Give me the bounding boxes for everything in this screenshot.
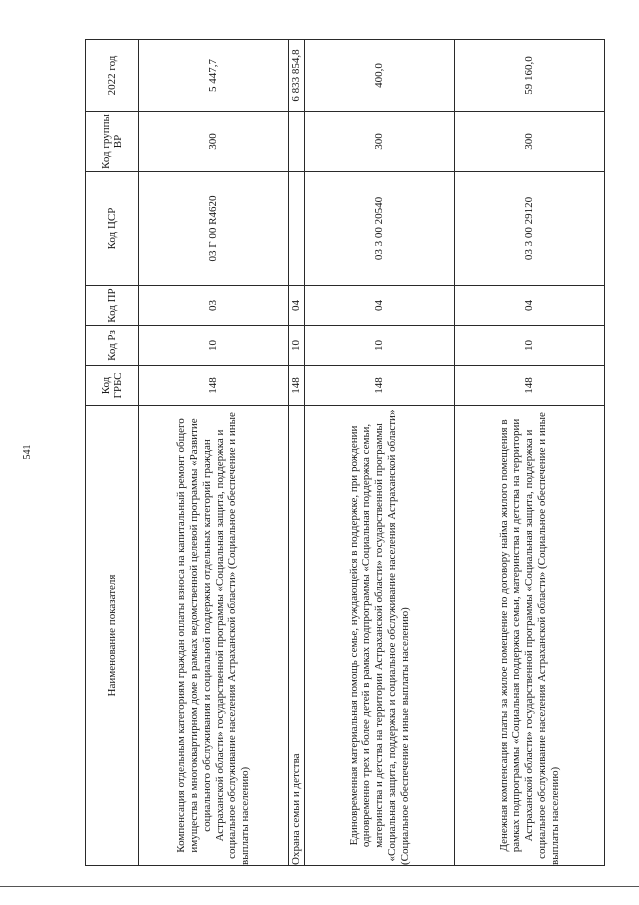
header-name: Наименование показателя (86, 406, 139, 866)
row-pr: 04 (305, 286, 455, 326)
row-vr: 300 (139, 112, 289, 172)
row-pr: 03 (139, 286, 289, 326)
row-pr: 04 (455, 286, 605, 326)
row-value: 59 160,0 (455, 40, 605, 112)
table-row (455, 40, 605, 866)
page-number: 541 (22, 444, 33, 460)
header-year: 2022 год (86, 40, 139, 112)
table-container (85, 40, 603, 866)
row-value: 5 447,7 (139, 40, 289, 112)
header-rz: Код Рз (86, 326, 139, 366)
row-pr: 04 (289, 286, 305, 326)
row-rz: 10 (139, 326, 289, 366)
row-csr: 03 Г 00 R4620 (139, 172, 289, 286)
table-row (305, 40, 455, 866)
row-grbs: 148 (289, 366, 305, 406)
row-grbs: 148 (305, 366, 455, 406)
row-csr: 03 3 00 20540 (305, 172, 455, 286)
row-csr: 03 3 00 29120 (455, 172, 605, 286)
row-name: Охрана семьи и детства (289, 406, 305, 866)
row-name: Компенсация отдельным категориям граждан оплаты взноса на капитальный ремонт общего имущества в многоквартирном доме в рамках ведомственной целевой программы «Развитие социального обслуживания и социальной поддержки отдельных категорий граждан Астраханской области» государственной программы «Социальная защита, поддержка и социальное обслуживание населения Астраханской области» (Социальное обеспечение и иные выплаты населению) (139, 406, 289, 866)
footer-rule (0, 886, 639, 887)
header-vr: Код группы ВР (86, 112, 139, 172)
row-rz: 10 (455, 326, 605, 366)
row-vr: 300 (455, 112, 605, 172)
table-row (139, 40, 289, 866)
row-value: 400,0 (305, 40, 455, 112)
table-header-row (86, 40, 139, 866)
row-csr (289, 172, 305, 286)
table-row (289, 40, 305, 866)
rotated-table-area (85, 40, 603, 866)
row-grbs: 148 (455, 366, 605, 406)
row-grbs: 148 (139, 366, 289, 406)
row-vr (289, 112, 305, 172)
row-rz: 10 (289, 326, 305, 366)
budget-table (85, 39, 605, 866)
header-grbs: Код ГРБС (86, 366, 139, 406)
row-vr: 300 (305, 112, 455, 172)
row-name: Единовременная материальная помощь семье, нуждающейся в поддержке, при рождении одновременно трех и более детей в рамках подпрограммы «Социальная поддержка семьи, материнства и детства на территории Астраханской области» государственной программы «Социальная защита, поддержка и социальное обслуживание населения Астраханской области» (Социальное обеспечение и иные выплаты населению) (305, 406, 455, 866)
row-value: 6 833 854,8 (289, 40, 305, 112)
header-csr: Код ЦСР (86, 172, 139, 286)
header-pr: Код ПР (86, 286, 139, 326)
row-name: Денежная компенсация платы за жилое помещение по договору найма жилого помещения в рамках подпрограммы «Социальная поддержка семьи, материнства и детства на территории Астраханской области» государственной программы «Социальная защита, поддержка и социальное обслуживание населения Астраханской области» (Социальное обеспечение и иные выплаты населению) (455, 406, 605, 866)
row-rz: 10 (305, 326, 455, 366)
